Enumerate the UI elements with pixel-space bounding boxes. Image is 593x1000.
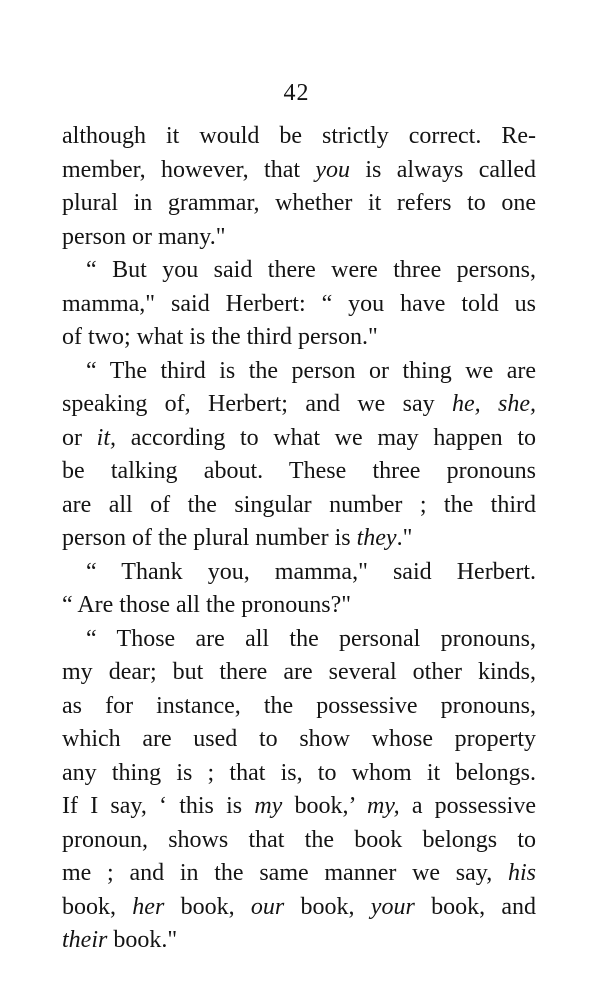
italic-word: he, she,	[452, 391, 536, 417]
text-line	[62, 757, 536, 791]
text-segment: ."	[396, 525, 413, 551]
text-line	[62, 723, 536, 757]
text-segment: of two; what is the third person."	[62, 324, 378, 350]
text-line	[62, 288, 536, 322]
text-line	[62, 221, 536, 255]
text-segment: “ The third is the person or thing we are	[86, 357, 536, 384]
text-segment: If I say, ‘ this is	[62, 793, 255, 819]
text-segment: person of the plural number is	[62, 525, 357, 551]
text-line	[62, 522, 536, 556]
italic-word: it,	[96, 424, 117, 451]
text-segment: “ Those are all the personal pronouns,	[86, 625, 536, 652]
text-segment: according to what we may happen to	[116, 424, 536, 451]
text-segment: person or many."	[62, 223, 226, 250]
text-line	[62, 891, 536, 925]
text-segment: be talking about. These three pronouns	[62, 458, 536, 484]
italic-word: his	[507, 860, 536, 886]
text-line	[62, 623, 536, 657]
text-line	[62, 355, 536, 389]
text-segment: “ Thank you, mamma," said Herbert.	[86, 558, 536, 585]
italic-word: their	[62, 927, 108, 953]
text-segment: “ Are those all the pronouns?"	[62, 592, 352, 618]
text-line	[62, 154, 536, 188]
text-line	[62, 824, 536, 858]
italic-word: my	[254, 793, 283, 819]
text-line	[62, 656, 536, 690]
text-segment: me ; and in the same manner we say,	[62, 860, 508, 886]
text-line	[62, 120, 536, 154]
text-line	[62, 321, 536, 355]
text-line	[62, 556, 536, 590]
text-line	[62, 254, 536, 288]
text-segment: book,	[62, 893, 133, 920]
italic-word: your	[370, 893, 415, 920]
text-line	[62, 857, 536, 891]
text-line	[62, 422, 536, 456]
text-segment: a possessive	[399, 793, 537, 819]
text-segment: mamma," said Herbert: “ you have told us	[62, 290, 536, 317]
text-line	[62, 489, 536, 523]
text-segment: or	[62, 424, 97, 451]
text-segment: pronoun, shows that the book belongs to	[62, 826, 536, 853]
body-text	[62, 120, 536, 958]
text-segment: book, and	[414, 893, 537, 920]
text-segment: plural in grammar, whether it refers to one	[62, 190, 536, 216]
italic-word: they	[356, 525, 397, 551]
text-segment: book."	[107, 927, 178, 953]
text-line	[62, 187, 536, 221]
italic-word: our	[250, 893, 285, 920]
italic-word: you	[315, 156, 351, 183]
text-segment: member, however, that	[62, 156, 316, 183]
text-segment: is always called	[350, 156, 536, 183]
text-line	[62, 388, 536, 422]
italic-word: my,	[366, 793, 400, 819]
text-segment: any thing is ; that is, to whom it belongs.	[62, 759, 536, 786]
text-segment: which are used to show whose property	[62, 726, 536, 752]
text-segment: my dear; but there are several other kinds,	[62, 659, 536, 685]
text-segment: book,	[164, 893, 251, 920]
text-line	[62, 924, 536, 958]
text-segment: “ But you said there were three persons,	[86, 257, 536, 283]
text-line	[62, 455, 536, 489]
text-segment: book,’	[282, 793, 367, 819]
text-line	[62, 790, 536, 824]
text-line	[62, 589, 536, 623]
text-segment: speaking of, Herbert; and we say	[62, 391, 452, 417]
text-segment: book,	[284, 893, 371, 920]
italic-word: her	[132, 893, 165, 920]
text-segment: are all of the singular number ; the third	[62, 491, 536, 518]
text-segment: as for instance, the possessive pronouns,	[62, 692, 536, 719]
page-number: 42	[283, 80, 310, 106]
text-line	[62, 690, 536, 724]
text-segment: although it would be strictly correct. Re-	[62, 123, 536, 149]
